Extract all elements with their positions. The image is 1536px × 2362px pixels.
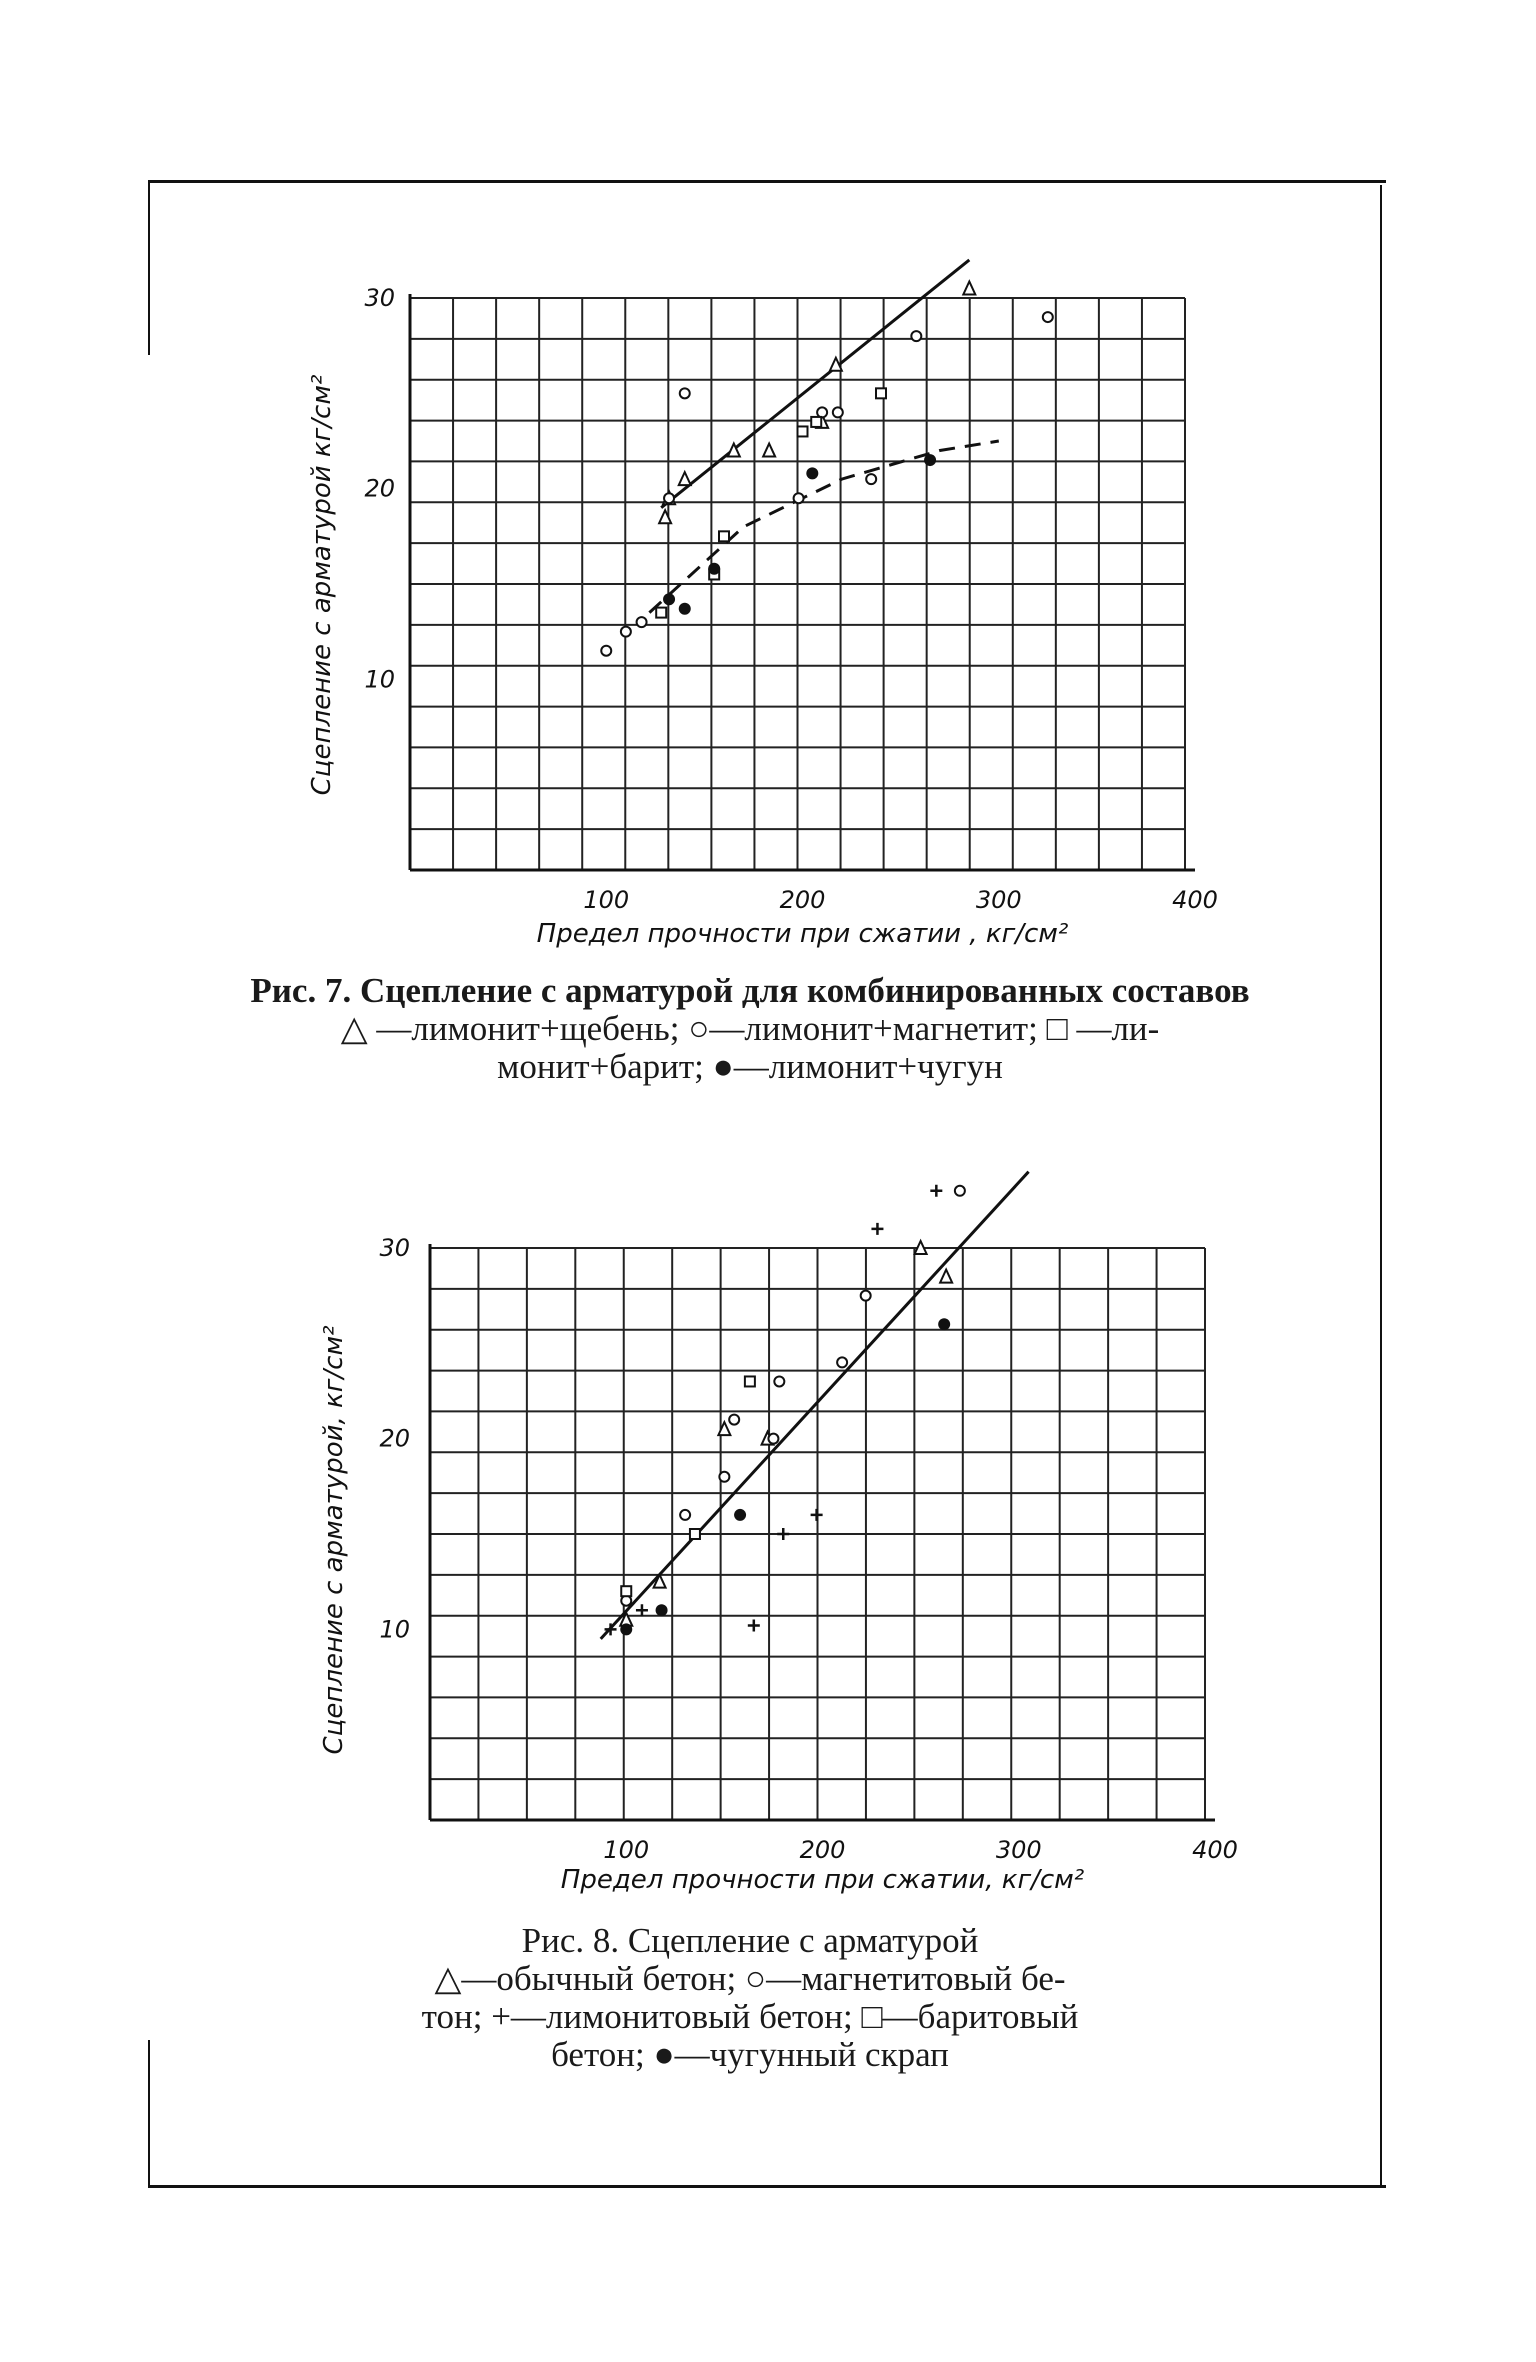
point-filled-circle	[656, 1604, 668, 1616]
point-plus	[811, 1509, 823, 1521]
x-tick-label: 300	[995, 1836, 1042, 1864]
point-square	[621, 1586, 631, 1596]
figure-7-legend-line-2: монит+барит; ●—лимонит+чугун	[497, 1047, 1003, 1086]
figure-8-points	[605, 1185, 965, 1636]
point-square	[656, 608, 666, 618]
point-circle	[680, 1510, 690, 1520]
point-triangle	[679, 472, 691, 485]
point-circle	[719, 1472, 729, 1482]
point-circle	[664, 493, 674, 503]
point-square	[876, 388, 886, 398]
point-filled-circle	[663, 593, 675, 605]
figure-8-grid	[430, 1248, 1205, 1820]
point-plus	[871, 1223, 883, 1235]
point-circle	[680, 388, 690, 398]
point-circle	[601, 646, 611, 656]
point-triangle	[763, 444, 775, 457]
point-plus	[636, 1604, 648, 1616]
fit-line-dashed	[649, 441, 998, 613]
figure-8-caption-title: Рис. 8. Сцепление с арматурой	[521, 1921, 979, 1960]
point-square	[811, 417, 821, 427]
point-square	[719, 531, 729, 541]
x-tick-label: 100	[583, 886, 630, 914]
y-tick-label: 30	[379, 1234, 410, 1262]
point-filled-circle	[708, 563, 720, 575]
point-filled-circle	[620, 1623, 632, 1635]
figure-8-legend-line-1: △—обычный бетон; ○—магнетитовый бе-	[434, 1959, 1066, 1998]
figure-8-legend-line-2: тон; +—лимонитовый бетон; □—баритовый	[421, 1997, 1079, 2036]
x-tick-label: 200	[779, 886, 826, 914]
point-circle	[637, 617, 647, 627]
point-circle	[621, 627, 631, 637]
point-circle	[729, 1415, 739, 1425]
point-filled-circle	[806, 467, 818, 479]
y-tick-label: 10	[379, 1615, 410, 1644]
figure-8-legend-line-3: бетон; ●—чугунный скрап	[551, 2035, 949, 2074]
point-circle	[774, 1376, 784, 1386]
figure-7-chart	[0, 0, 1536, 1000]
x-tick-label: 100	[603, 1836, 650, 1864]
x-tick-label: 400	[1172, 886, 1218, 914]
y-tick-label: 10	[364, 665, 395, 694]
y-tick-label: 20	[364, 474, 395, 503]
point-square	[798, 426, 808, 436]
point-circle	[861, 1291, 871, 1301]
point-triangle	[963, 281, 975, 294]
frame-bottom-rule	[148, 2185, 1386, 2188]
point-filled-circle	[734, 1509, 746, 1521]
point-filled-circle	[924, 454, 936, 466]
figure-8-labels	[319, 1234, 1238, 1895]
point-circle	[1043, 312, 1053, 322]
point-circle	[817, 407, 827, 417]
figure-7-caption-title: Рис. 7. Сцепление с арматурой для комбинированных составов	[250, 971, 1250, 1010]
x-axis-title: Предел прочности при сжатии, кг/см²	[560, 1865, 1085, 1895]
figure-7-labels	[307, 284, 1218, 949]
x-tick-label: 400	[1192, 1836, 1238, 1864]
point-circle	[955, 1186, 965, 1196]
point-square	[690, 1529, 700, 1539]
point-triangle	[940, 1270, 952, 1283]
fit-line-solid	[601, 1172, 1029, 1639]
figure-7-grid	[410, 298, 1185, 870]
point-circle	[911, 331, 921, 341]
x-tick-label: 300	[975, 886, 1022, 914]
figure-8-caption	[250, 1922, 1250, 2074]
point-plus	[777, 1528, 789, 1540]
point-circle	[866, 474, 876, 484]
point-filled-circle	[679, 603, 691, 615]
figure-8-fit-lines	[601, 1172, 1029, 1639]
point-plus	[930, 1185, 942, 1197]
y-axis-title: Сцепление с арматурой кг/см²	[307, 374, 337, 796]
y-tick-label: 20	[379, 1424, 410, 1453]
figure-7-caption	[250, 972, 1250, 1086]
x-axis-title: Предел прочности при сжатии , кг/см²	[536, 919, 1069, 949]
y-tick-label: 30	[364, 284, 395, 312]
point-square	[745, 1376, 755, 1386]
x-tick-label: 200	[799, 1836, 846, 1864]
point-plus	[748, 1620, 760, 1632]
point-circle	[794, 493, 804, 503]
figure-7-fit-lines	[649, 260, 998, 613]
point-circle	[768, 1434, 778, 1444]
point-circle	[833, 407, 843, 417]
point-filled-circle	[938, 1318, 950, 1330]
point-circle	[621, 1596, 631, 1606]
point-circle	[837, 1357, 847, 1367]
figure-7-legend-line-1: △ —лимонит+щебень; ○—лимонит+магнетит; □ —ли-	[340, 1009, 1160, 1048]
y-axis-title: Сцепление с арматурой, кг/см²	[319, 1325, 349, 1755]
